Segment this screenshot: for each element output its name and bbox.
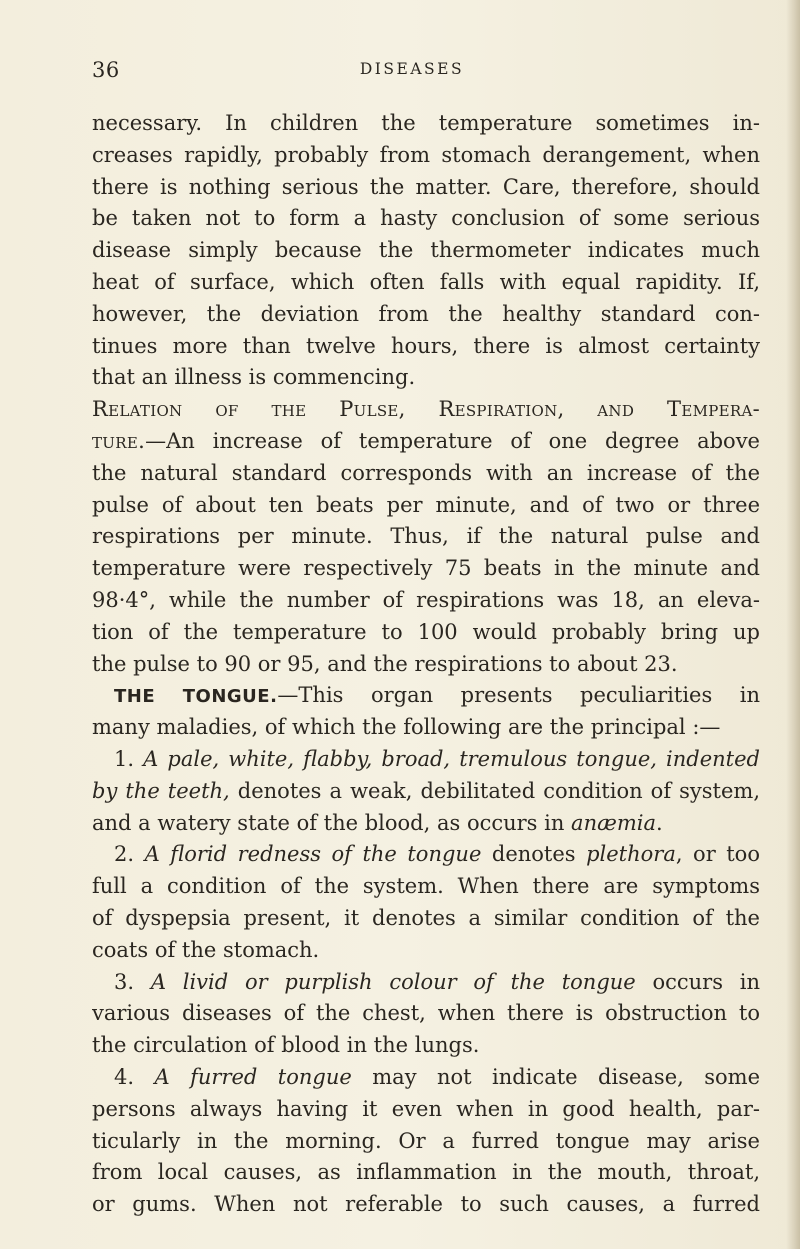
- item2-mid: denotes: [481, 842, 587, 867]
- text-line: full a condition of the system. When there are symptoms: [92, 874, 760, 899]
- text-line: that an illness is commencing.: [92, 365, 416, 390]
- item2-post: , or too: [675, 842, 760, 867]
- section-heading-relation: [92, 394, 760, 426]
- text-line: respirations per minute. Thus, if the natural pulse and: [92, 524, 760, 549]
- text-line: temperature were respectively 75 beats in the minute and: [92, 556, 760, 581]
- item1-line3-pre: and a watery state of the blood, as occurs in: [92, 810, 572, 835]
- body-text: [92, 108, 760, 1221]
- item3-italic: A livid or purplish colour of the tongue: [150, 969, 636, 994]
- text-line: from local causes, as inflammation in the mouth, throat,: [92, 1160, 760, 1185]
- text-line: however, the deviation from the healthy standard con-: [92, 301, 760, 326]
- item1-line3-post: .: [655, 810, 663, 835]
- item1-line3-italic: anæmia: [571, 810, 656, 835]
- text-line: 98·4°, while the number of respirations was 18, an eleva-: [92, 587, 760, 612]
- item-number: 4.: [114, 1064, 135, 1089]
- text-line: necessary. In children the temperature sometimes in-: [92, 111, 760, 135]
- item1-rest-b: denotes a weak, debilitated condition of system,: [229, 778, 760, 803]
- item-number: 1.: [114, 746, 135, 771]
- text-line: various diseases of the chest, when there is obstruction to: [92, 1001, 760, 1026]
- text-line: disease simply because the thermometer indicates much: [92, 238, 760, 263]
- item4-post: may not indicate disease, some: [351, 1064, 760, 1089]
- text-line: there is nothing serious the matter. Care, therefore, should: [92, 174, 760, 199]
- text-line: [92, 426, 760, 458]
- list-item-2: [92, 839, 760, 871]
- item4-italic: A furred tongue: [154, 1064, 352, 1089]
- item3-post: occurs in: [635, 969, 760, 994]
- tongue-heading: THE TONGUE.: [114, 686, 278, 708]
- text-line: tion of the temperature to 100 would probably bring up: [92, 619, 760, 644]
- running-head: DISEASES: [359, 60, 465, 78]
- text-line: creases rapidly, probably from stomach derangement, when: [92, 142, 760, 167]
- text-line: tinues more than twelve hours, there is almost certainty: [92, 333, 760, 358]
- item-number: 2.: [114, 842, 135, 867]
- text-line: of dyspepsia present, it denotes a similar condition of the: [92, 905, 760, 930]
- item2-italic: A florid redness of the tongue: [144, 842, 482, 867]
- list-item-1: [92, 744, 760, 776]
- text-line: [92, 776, 760, 808]
- relation-heading-end: ture.: [92, 428, 146, 453]
- item-number: 3.: [114, 969, 135, 994]
- text-line: be taken not to form a hasty conclusion of some serious: [92, 206, 760, 231]
- text-line: the natural standard corresponds with an increase of the: [92, 460, 760, 485]
- text-line: the pulse to 90 or 95, and the respirations to about 23.: [92, 651, 678, 676]
- text-line: [92, 808, 760, 840]
- list-item-3: [92, 967, 760, 999]
- item2-italic2: plethora: [586, 842, 676, 867]
- text-line: coats of the stomach.: [92, 937, 320, 962]
- relation-first-rest: —An increase of temperature of one degree above: [145, 428, 760, 453]
- relation-heading: Relation of the Pulse, Respiration, and Tempera-: [92, 397, 760, 422]
- text-line: the circulation of blood in the lungs.: [92, 1033, 480, 1058]
- tongue-first-rest: —This organ presents peculiarities in: [277, 683, 760, 708]
- item1-italic-b: by the teeth,: [92, 778, 230, 803]
- page-number: 36: [92, 58, 120, 82]
- section-heading-tongue: [92, 680, 760, 712]
- text-line: or gums. When not referable to such causes, a furred: [92, 1192, 760, 1217]
- text-line: pulse of about ten beats per minute, and of two or three: [92, 492, 760, 517]
- text-line: heat of surface, which often falls with equal rapidity. If,: [92, 269, 760, 294]
- page-edge-shadow: [786, 0, 800, 1249]
- text-line: ticularly in the morning. Or a furred tongue may arise: [92, 1128, 760, 1153]
- text-line: many maladies, of which the following are the principal :—: [92, 715, 721, 740]
- text-line: persons always having it even when in good health, par-: [92, 1096, 760, 1121]
- list-item-4: [92, 1062, 760, 1094]
- page-header: [92, 58, 732, 88]
- item1-italic-a: A pale, white, flabby, broad, tremulous tongue, indented: [143, 746, 760, 771]
